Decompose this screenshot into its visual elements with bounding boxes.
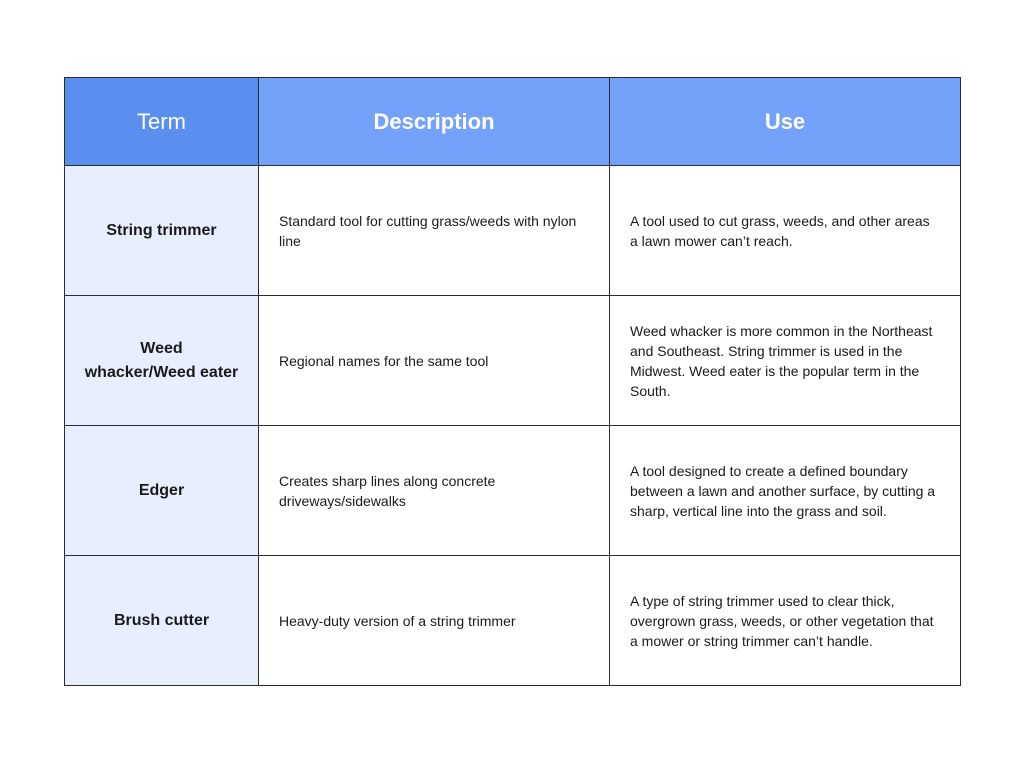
table-row	[65, 296, 961, 426]
header-row	[65, 78, 961, 166]
use-cell: A type of string trimmer used to clear thick, overgrown grass, weeds, or other vegetation that a mower or string trimmer can’t handle.	[610, 556, 961, 686]
table-row	[65, 166, 961, 296]
use-cell: A tool used to cut grass, weeds, and other areas a lawn mower can’t reach.	[610, 166, 961, 296]
description-cell: Creates sharp lines along concrete driveways/sidewalks	[259, 426, 610, 556]
table-body	[65, 166, 961, 686]
table-row	[65, 426, 961, 556]
term-cell: Weed whacker/Weed eater	[65, 296, 259, 426]
term-cell: Edger	[65, 426, 259, 556]
use-cell: A tool designed to create a defined boundary between a lawn and another surface, by cutting a sharp, vertical line into the grass and soil.	[610, 426, 961, 556]
terms-table	[64, 77, 961, 686]
terms-table-container	[64, 77, 960, 686]
table-row	[65, 556, 961, 686]
description-cell: Heavy-duty version of a string trimmer	[259, 556, 610, 686]
header-description: Description	[259, 78, 610, 166]
header-use: Use	[610, 78, 961, 166]
term-cell: String trimmer	[65, 166, 259, 296]
use-cell: Weed whacker is more common in the Northeast and Southeast. String trimmer is used in the Midwest. Weed eater is the popular term in the South.	[610, 296, 961, 426]
description-cell: Standard tool for cutting grass/weeds with nylon line	[259, 166, 610, 296]
table-header	[65, 78, 961, 166]
description-cell: Regional names for the same tool	[259, 296, 610, 426]
term-cell: Brush cutter	[65, 556, 259, 686]
header-term: Term	[65, 78, 259, 166]
